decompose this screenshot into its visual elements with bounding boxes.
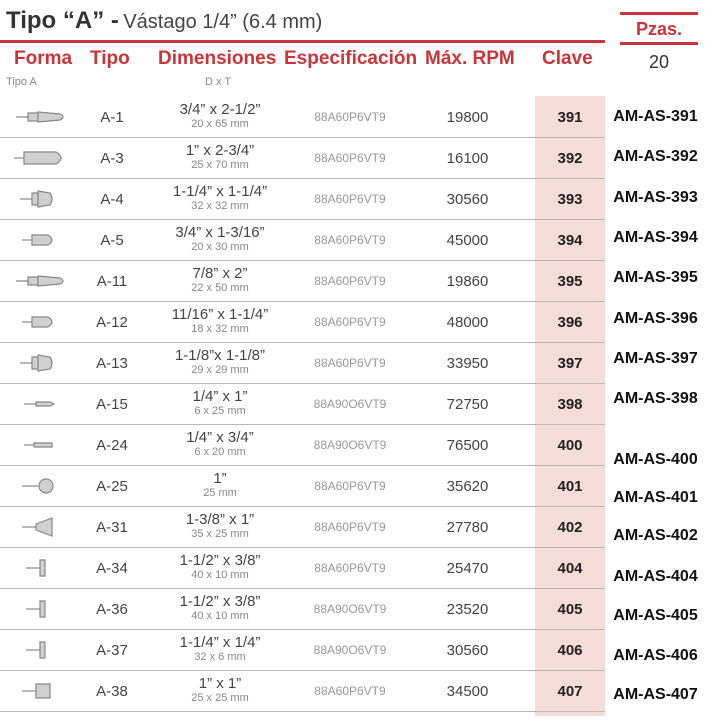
bullet-point-icon bbox=[10, 261, 70, 301]
oval-point-icon bbox=[10, 220, 70, 260]
table-row bbox=[0, 302, 605, 343]
disc-point-icon bbox=[10, 630, 70, 670]
ball-point-icon bbox=[10, 466, 70, 506]
bullet-point-icon bbox=[10, 97, 70, 137]
product-code: AM-AS-394 bbox=[613, 229, 698, 246]
dimensions-cell bbox=[140, 425, 300, 465]
product-code: AM-AS-404 bbox=[613, 568, 698, 585]
dimensions-cell bbox=[140, 220, 300, 260]
dimension-mm: 6 x 25 mm bbox=[194, 405, 246, 417]
clave-cell: 404 bbox=[557, 559, 583, 577]
dimension-mm: 32 x 6 mm bbox=[194, 651, 246, 663]
table-row bbox=[0, 384, 605, 425]
header-clave: Clave bbox=[542, 48, 593, 69]
tipo-cell: A-12 bbox=[96, 313, 128, 331]
clave-cell: 402 bbox=[557, 518, 583, 536]
rpm-cell: 30560 bbox=[446, 190, 489, 208]
table-row bbox=[0, 671, 605, 712]
clave-cell: 393 bbox=[557, 190, 583, 208]
dimension-inches: 1” x 2-3/4” bbox=[185, 142, 255, 159]
dimension-mm: 35 x 25 mm bbox=[191, 528, 249, 540]
spec-cell: 88A60P6VT9 bbox=[314, 479, 386, 493]
dimensions-cell bbox=[140, 302, 300, 342]
product-code: AM-AS-407 bbox=[613, 686, 698, 703]
rpm-cell: 76500 bbox=[446, 436, 489, 454]
tipo-cell: A-13 bbox=[96, 354, 128, 372]
table-row bbox=[0, 589, 605, 630]
header-max-rpm: Máx. RPM bbox=[425, 48, 515, 69]
header-forma: Forma bbox=[14, 48, 73, 69]
pzas-label: Pzas. bbox=[620, 12, 698, 45]
disc-point-icon bbox=[10, 548, 70, 588]
dimension-mm: 22 x 50 mm bbox=[191, 282, 249, 294]
tipo-cell: A-31 bbox=[96, 518, 128, 536]
product-code: AM-AS-391 bbox=[613, 108, 698, 125]
dimension-inches: 3/4” x 1-3/16” bbox=[175, 224, 265, 241]
rpm-cell: 27780 bbox=[446, 518, 489, 536]
spec-cell: 88A60P6VT9 bbox=[314, 561, 386, 575]
product-code: AM-AS-402 bbox=[613, 527, 698, 544]
dimension-inches: 1-1/8”x 1-1/8” bbox=[174, 347, 266, 364]
dimensions-cell bbox=[140, 343, 300, 383]
rpm-cell: 33950 bbox=[446, 354, 489, 372]
clave-cell: 406 bbox=[557, 641, 583, 659]
dimension-inches: 1-1/2” x 3/8” bbox=[179, 552, 261, 569]
dimension-mm: 25 mm bbox=[203, 487, 237, 499]
dimension-inches: 1” bbox=[213, 470, 227, 487]
table-row bbox=[0, 507, 605, 548]
spec-cell: 88A90O6VT9 bbox=[313, 397, 387, 411]
rpm-cell: 45000 bbox=[446, 231, 489, 249]
product-code: AM-AS-406 bbox=[613, 647, 698, 664]
product-code: AM-AS-397 bbox=[613, 350, 698, 367]
dimension-inches: 7/8” x 2” bbox=[192, 265, 248, 282]
clave-cell: 405 bbox=[557, 600, 583, 618]
thin-point-icon bbox=[10, 384, 70, 424]
title-main: Tipo “A” - bbox=[6, 7, 119, 34]
rpm-cell: 25470 bbox=[446, 559, 489, 577]
dimension-mm: 18 x 32 mm bbox=[191, 323, 249, 335]
dimension-inches: 1/4” x 3/4” bbox=[186, 429, 254, 446]
tipo-cell: A-24 bbox=[96, 436, 128, 454]
clave-cell: 392 bbox=[557, 149, 583, 167]
spec-cell: 88A60P6VT9 bbox=[314, 356, 386, 370]
flat-point-icon bbox=[10, 179, 70, 219]
table-row bbox=[0, 220, 605, 261]
dimensions-cell bbox=[140, 671, 300, 711]
tipo-cell: A-11 bbox=[96, 272, 128, 290]
rpm-cell: 23520 bbox=[446, 600, 489, 618]
rpm-cell: 16100 bbox=[446, 149, 489, 167]
spec-cell: 88A90O6VT9 bbox=[313, 602, 387, 616]
subheader-dimensiones: D x T bbox=[205, 76, 232, 88]
spec-cell: 88A60P6VT9 bbox=[314, 274, 386, 288]
product-code: AM-AS-393 bbox=[613, 189, 698, 206]
table-row bbox=[0, 425, 605, 466]
spec-cell: 88A60P6VT9 bbox=[314, 684, 386, 698]
spec-cell: 88A60P6VT9 bbox=[314, 110, 386, 124]
rpm-cell: 34500 bbox=[446, 682, 489, 700]
header-tipo: Tipo bbox=[90, 48, 130, 69]
dimension-inches: 1” x 1” bbox=[198, 675, 242, 692]
table-row bbox=[0, 466, 605, 507]
dimension-mm: 25 x 70 mm bbox=[191, 159, 249, 171]
product-code: AM-AS-395 bbox=[613, 269, 698, 286]
product-code: AM-AS-405 bbox=[613, 607, 698, 624]
dimensions-cell bbox=[140, 507, 300, 547]
dimensions-cell bbox=[140, 261, 300, 301]
dimension-inches: 11/16” x 1-1/4” bbox=[171, 306, 269, 323]
thin-cylinder-icon bbox=[10, 425, 70, 465]
clave-cell: 391 bbox=[557, 108, 583, 126]
spec-cell: 88A60P6VT9 bbox=[314, 233, 386, 247]
rpm-cell: 19800 bbox=[446, 108, 489, 126]
product-code: AM-AS-400 bbox=[613, 451, 698, 468]
table-row bbox=[0, 138, 605, 179]
product-code: AM-AS-396 bbox=[613, 310, 698, 327]
dimension-inches: 1-3/8” x 1” bbox=[185, 511, 255, 528]
dimensions-cell bbox=[140, 630, 300, 670]
tipo-cell: A-1 bbox=[100, 108, 124, 126]
tipo-cell: A-5 bbox=[100, 231, 124, 249]
dimensions-cell bbox=[140, 138, 300, 178]
table-row bbox=[0, 630, 605, 671]
table-row bbox=[0, 179, 605, 220]
clave-cell: 398 bbox=[557, 395, 583, 413]
table-row bbox=[0, 261, 605, 302]
dimension-mm: 40 x 10 mm bbox=[191, 569, 249, 581]
pzas-value: 20 bbox=[648, 52, 670, 72]
dimension-mm: 25 x 25 mm bbox=[191, 692, 249, 704]
title-sub: Vástago 1/4” (6.4 mm) bbox=[123, 11, 323, 33]
spec-cell: 88A60P6VT9 bbox=[314, 192, 386, 206]
cylinder-point-icon bbox=[10, 671, 70, 711]
product-code: AM-AS-398 bbox=[613, 390, 698, 407]
header-dimensiones: Dimensiones bbox=[158, 48, 277, 69]
clave-cell: 394 bbox=[557, 231, 583, 249]
dimension-mm: 40 x 10 mm bbox=[191, 610, 249, 622]
tipo-cell: A-4 bbox=[100, 190, 124, 208]
header-divider bbox=[0, 40, 605, 43]
dimension-inches: 3/4” x 2-1/2” bbox=[179, 101, 261, 118]
dimension-inches: 1/4” x 1” bbox=[192, 388, 248, 405]
cone-point-icon bbox=[10, 507, 70, 547]
spec-cell: 88A60P6VT9 bbox=[314, 520, 386, 534]
disc-point-icon bbox=[10, 589, 70, 629]
tipo-cell: A-25 bbox=[96, 477, 128, 495]
dimension-mm: 20 x 65 mm bbox=[191, 118, 249, 130]
spec-cell: 88A60P6VT9 bbox=[314, 151, 386, 165]
product-code: AM-AS-392 bbox=[613, 148, 698, 165]
dimensions-cell bbox=[140, 97, 300, 137]
dimension-inches: 1-1/4” x 1-1/4” bbox=[172, 183, 268, 200]
rpm-cell: 35620 bbox=[446, 477, 489, 495]
rpm-cell: 19860 bbox=[446, 272, 489, 290]
dimension-inches: 1-1/2” x 3/8” bbox=[179, 593, 261, 610]
rpm-cell: 48000 bbox=[446, 313, 489, 331]
dimensions-cell bbox=[140, 548, 300, 588]
spec-cell: 88A90O6VT9 bbox=[313, 438, 387, 452]
dimension-mm: 6 x 20 mm bbox=[194, 446, 246, 458]
dimensions-cell bbox=[140, 589, 300, 629]
tipo-cell: A-3 bbox=[100, 149, 124, 167]
dimension-mm: 32 x 32 mm bbox=[191, 200, 249, 212]
clave-cell: 396 bbox=[557, 313, 583, 331]
tipo-cell: A-36 bbox=[96, 600, 128, 618]
page-title bbox=[6, 4, 322, 38]
table-row bbox=[0, 548, 605, 589]
product-code: AM-AS-401 bbox=[613, 489, 698, 506]
tipo-cell: A-37 bbox=[96, 641, 128, 659]
header-especificacion: Especificación bbox=[284, 48, 418, 69]
subheader-forma: Tipo A bbox=[6, 76, 37, 88]
clave-cell: 397 bbox=[557, 354, 583, 372]
spec-cell: 88A60P6VT9 bbox=[314, 315, 386, 329]
oval-point-icon bbox=[10, 302, 70, 342]
dimensions-cell bbox=[140, 179, 300, 219]
rpm-cell: 30560 bbox=[446, 641, 489, 659]
clave-cell: 407 bbox=[557, 682, 583, 700]
flat-point-icon bbox=[10, 343, 70, 383]
tipo-cell: A-38 bbox=[96, 682, 128, 700]
tipo-cell: A-34 bbox=[96, 559, 128, 577]
dimension-mm: 29 x 29 mm bbox=[191, 364, 249, 376]
table-row bbox=[0, 343, 605, 384]
long-bullet-icon bbox=[10, 138, 70, 178]
dimension-inches: 1-1/4” x 1/4” bbox=[179, 634, 261, 651]
dimensions-cell bbox=[140, 384, 300, 424]
clave-cell: 395 bbox=[557, 272, 583, 290]
clave-cell: 401 bbox=[557, 477, 583, 495]
rpm-cell: 72750 bbox=[446, 395, 489, 413]
dimension-mm: 20 x 30 mm bbox=[191, 241, 249, 253]
clave-cell: 400 bbox=[557, 436, 583, 454]
dimensions-cell bbox=[140, 466, 300, 506]
tipo-cell: A-15 bbox=[96, 395, 128, 413]
table-row bbox=[0, 97, 605, 138]
spec-cell: 88A90O6VT9 bbox=[313, 643, 387, 657]
